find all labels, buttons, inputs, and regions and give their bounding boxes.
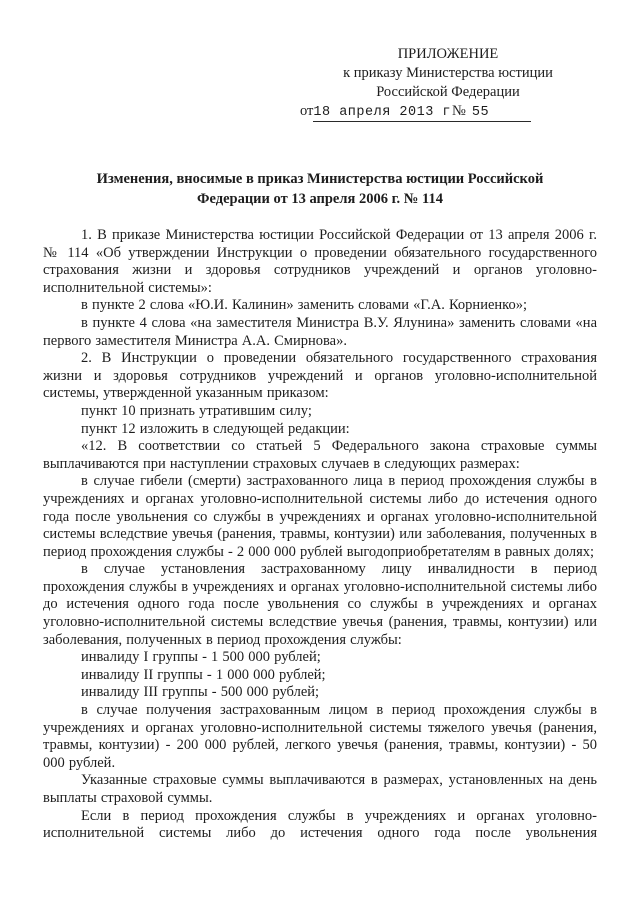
- date-number-fill: [313, 103, 531, 122]
- appendix-label: ПРИЛОЖЕНИЕ: [397, 46, 499, 62]
- document-body: [43, 227, 597, 843]
- appendix-org-line: Российской Федерации: [376, 84, 520, 100]
- appendix-date-line: [297, 102, 599, 122]
- paragraph-9: в случае установления застрахованному лицу инвалидности в период прохождения службы в учреждениях и органах уголовно-исполнительной системы либо до истечения одного года после увольнения со службы в учреждениях и органах уголовно-исполнительной системы вследствие увечья (ранения, травмы, контузии) или заболевания, полученных в период прохождения службы:: [43, 561, 597, 648]
- date-prefix: от: [300, 103, 314, 119]
- appendix-header: [297, 45, 599, 122]
- paragraph-3: в пункте 4 слова «на заместителя Министра В.У. Ялунина» заменить словами «на первого заместителя Министра А.А. Смирнова».: [43, 314, 597, 349]
- date-fill-value: 18 апреля 2013 г: [313, 105, 452, 120]
- paragraph-14: Указанные страховые суммы выплачиваются в размерах, установленных на день выплаты страховой суммы.: [43, 772, 597, 806]
- paragraph-8: в случае гибели (смерти) застрахованного лица в период прохождения службы в учреждениях и органах уголовно-исполнительной системы либо до истечения одного года после увольнения со службы в учреждениях и органах уголовно-исполнительной системы вследствие увечья (ранения, травмы, контузии) или заболевания, полученных в период прохождения службы - 2 000 000 рублей выгодоприобретателям в равных долях;: [43, 473, 597, 560]
- paragraph-12-invalid-group-3: инвалиду III группы - 500 000 рублей;: [81, 684, 320, 701]
- paragraph-11-invalid-group-2: инвалиду II группы - 1 000 000 рублей;: [81, 666, 326, 683]
- paragraph-15-page-cutoff: Если в период прохождения службы в учреждениях и органах уголовно-исполнительной системы либо до истечения одного года после увольнения: [43, 807, 597, 842]
- number-sign: №: [452, 103, 466, 119]
- paragraph-4: 2. В Инструкции о проведении обязательного государственного страхования жизни и здоровья сотрудников учреждений и органов уголовно-исполнительной системы, утвержденной указанным приказом:: [43, 350, 597, 402]
- number-fill-value: 55: [471, 105, 490, 120]
- document-title: Изменения, вносимые в приказ Министерства юстиции Российской Федерации от 13 апреля 2006 г. № 114: [96, 171, 544, 207]
- paragraph-2: в пункте 2 слова «Ю.И. Калинин» заменить словами «Г.А. Корниенко»;: [81, 297, 527, 314]
- paragraph-7: «12. В соответствии со статьей 5 Федерального закона страховые суммы выплачиваются при наступлении страховых случаев в следующих размерах:: [43, 438, 597, 472]
- paragraph-6: пункт 12 изложить в следующей редакции:: [81, 420, 350, 437]
- appendix-order-line: к приказу Министерства юстиции: [343, 65, 553, 81]
- paragraph-13: в случае получения застрахованным лицом в период прохождения службы в учреждениях и органах уголовно-исполнительной системы тяжелого увечья (ранения, травмы, контузии) - 200 000 рублей, легкого увечья (ранения, травмы, контузии) - 50 000 рублей.: [43, 702, 597, 771]
- paragraph-5: пункт 10 признать утратившим силу;: [81, 402, 312, 419]
- paragraph-1: 1. В приказе Министерства юстиции Российской Федерации от 13 апреля 2006 г. № 114 «Об утверждении Инструкции о проведении обязательного государственного страхования жизни и здоровья сотрудников учреждений и органов уголовно-исполнительной системы»:: [43, 227, 597, 296]
- paragraph-10-invalid-group-1: инвалиду I группы - 1 500 000 рублей;: [81, 649, 321, 666]
